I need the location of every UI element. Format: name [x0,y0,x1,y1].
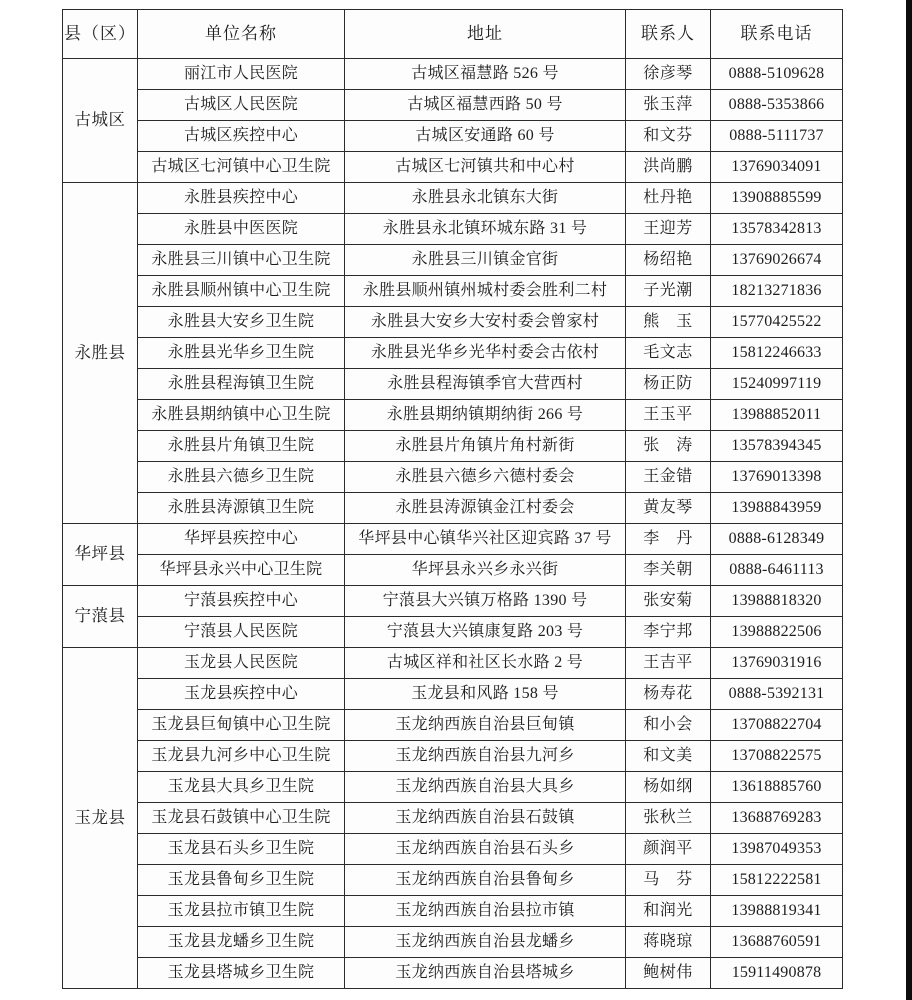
address-cell: 玉龙纳西族自治县拉市镇 [345,896,626,927]
contact-phone-cell: 0888-5353866 [711,90,843,121]
table-row [63,927,843,958]
contact-name-cell: 李宁邦 [626,617,711,648]
contact-phone-cell: 0888-6461113 [711,555,843,586]
table-row [63,834,843,865]
table-row [63,524,843,555]
table-row [63,493,843,524]
address-cell: 玉龙纳西族自治县九河乡 [345,741,626,772]
table-row [63,121,843,152]
table-row [63,462,843,493]
contact-phone-cell: 13769013398 [711,462,843,493]
address-cell: 玉龙纳西族自治县巨甸镇 [345,710,626,741]
address-cell: 古城区福慧路 526 号 [345,59,626,90]
address-cell: 玉龙纳西族自治县石鼓镇 [345,803,626,834]
unit-name-cell: 玉龙县大具乡卫生院 [138,772,345,803]
unit-name-cell: 永胜县中医医院 [138,214,345,245]
unit-name-cell: 永胜县疾控中心 [138,183,345,214]
contact-phone-cell: 13578342813 [711,214,843,245]
address-cell: 永胜县涛源镇金江村委会 [345,493,626,524]
address-cell: 永胜县程海镇季官大营西村 [345,369,626,400]
address-cell: 永胜县永北镇东大街 [345,183,626,214]
table-row [63,431,843,462]
header-row [63,10,843,59]
contact-phone-cell: 13769031916 [711,648,843,679]
contact-name-cell: 杨如纲 [626,772,711,803]
contact-name-cell: 杨绍艳 [626,245,711,276]
contact-phone-cell: 18213271836 [711,276,843,307]
table-row [63,648,843,679]
address-cell: 永胜县永北镇环城东路 31 号 [345,214,626,245]
table-row [63,586,843,617]
contact-name-cell: 蒋晓琼 [626,927,711,958]
contact-directory-table [62,9,842,989]
contact-phone-cell: 15911490878 [711,958,843,989]
address-cell: 宁蒗县大兴镇万格路 1390 号 [345,586,626,617]
unit-name-cell: 宁蒗县人民医院 [138,617,345,648]
unit-name-cell: 永胜县光华乡卫生院 [138,338,345,369]
address-cell: 永胜县光华乡光华村委会古依村 [345,338,626,369]
contact-name-cell: 颜润平 [626,834,711,865]
contact-name-cell: 和小会 [626,710,711,741]
contact-name-cell: 杜丹艳 [626,183,711,214]
unit-name-cell: 永胜县六德乡卫生院 [138,462,345,493]
table-row [63,90,843,121]
county-group-cell: 永胜县 [63,183,138,524]
column-header-phone: 联系电话 [711,10,843,59]
table-row [63,865,843,896]
contact-phone-cell: 15812222581 [711,865,843,896]
address-cell: 永胜县六德乡六德村委会 [345,462,626,493]
table-row [63,679,843,710]
contact-name-cell: 和文美 [626,741,711,772]
address-cell: 永胜县顺州镇州城村委会胜利二村 [345,276,626,307]
contact-name-cell: 子光潮 [626,276,711,307]
table [62,9,843,989]
unit-name-cell: 玉龙县石鼓镇中心卫生院 [138,803,345,834]
unit-name-cell: 永胜县程海镇卫生院 [138,369,345,400]
unit-name-cell: 玉龙县疾控中心 [138,679,345,710]
address-cell: 华坪县永兴乡永兴街 [345,555,626,586]
contact-name-cell: 张秋兰 [626,803,711,834]
contact-phone-cell: 13578394345 [711,431,843,462]
table-row [63,741,843,772]
contact-name-cell: 张安菊 [626,586,711,617]
contact-phone-cell: 13708822575 [711,741,843,772]
column-header-unit: 单位名称 [138,10,345,59]
contact-phone-cell: 13708822704 [711,710,843,741]
address-cell: 玉龙纳西族自治县鲁甸乡 [345,865,626,896]
unit-name-cell: 华坪县永兴中心卫生院 [138,555,345,586]
contact-phone-cell: 13769026674 [711,245,843,276]
table-row [63,276,843,307]
unit-name-cell: 华坪县疾控中心 [138,524,345,555]
unit-name-cell: 古城区疾控中心 [138,121,345,152]
table-row [63,772,843,803]
table-header [63,10,843,59]
contact-phone-cell: 0888-6128349 [711,524,843,555]
table-row [63,555,843,586]
column-header-contact: 联系人 [626,10,711,59]
address-cell: 古城区七河镇共和中心村 [345,152,626,183]
table-body [63,59,843,989]
contact-name-cell: 李 丹 [626,524,711,555]
unit-name-cell: 玉龙县石头乡卫生院 [138,834,345,865]
county-group-cell: 古城区 [63,59,138,183]
table-row [63,338,843,369]
address-cell: 宁蒗县大兴镇康复路 203 号 [345,617,626,648]
table-row [63,958,843,989]
address-cell: 玉龙纳西族自治县大具乡 [345,772,626,803]
table-row [63,710,843,741]
contact-phone-cell: 13987049353 [711,834,843,865]
contact-name-cell: 杨寿花 [626,679,711,710]
county-group-cell: 华坪县 [63,524,138,586]
table-row [63,369,843,400]
unit-name-cell: 玉龙县拉市镇卫生院 [138,896,345,927]
contact-name-cell: 和文芬 [626,121,711,152]
table-row [63,896,843,927]
contact-name-cell: 王迎芳 [626,214,711,245]
contact-phone-cell: 13988822506 [711,617,843,648]
unit-name-cell: 古城区七河镇中心卫生院 [138,152,345,183]
contact-name-cell: 毛文志 [626,338,711,369]
address-cell: 古城区福慧西路 50 号 [345,90,626,121]
unit-name-cell: 玉龙县巨甸镇中心卫生院 [138,710,345,741]
address-cell: 华坪县中心镇华兴社区迎宾路 37 号 [345,524,626,555]
unit-name-cell: 玉龙县龙蟠乡卫生院 [138,927,345,958]
table-row [63,183,843,214]
address-cell: 永胜县大安乡大安村委会曾家村 [345,307,626,338]
contact-name-cell: 杨正防 [626,369,711,400]
contact-phone-cell: 13988843959 [711,493,843,524]
unit-name-cell: 永胜县顺州镇中心卫生院 [138,276,345,307]
contact-phone-cell: 13988852011 [711,400,843,431]
table-row [63,307,843,338]
address-cell: 玉龙纳西族自治县石头乡 [345,834,626,865]
unit-name-cell: 永胜县期纳镇中心卫生院 [138,400,345,431]
contact-phone-cell: 0888-5111737 [711,121,843,152]
unit-name-cell: 古城区人民医院 [138,90,345,121]
contact-name-cell: 洪尚鹏 [626,152,711,183]
unit-name-cell: 永胜县大安乡卫生院 [138,307,345,338]
contact-phone-cell: 0888-5392131 [711,679,843,710]
contact-name-cell: 李关朝 [626,555,711,586]
contact-name-cell: 张 涛 [626,431,711,462]
table-row [63,245,843,276]
contact-phone-cell: 13688760591 [711,927,843,958]
contact-phone-cell: 13618885760 [711,772,843,803]
contact-phone-cell: 15240997119 [711,369,843,400]
contact-name-cell: 黄友琴 [626,493,711,524]
contact-name-cell: 徐彦琴 [626,59,711,90]
contact-phone-cell: 13769034091 [711,152,843,183]
address-cell: 玉龙纳西族自治县塔城乡 [345,958,626,989]
address-cell: 玉龙县和风路 158 号 [345,679,626,710]
unit-name-cell: 丽江市人民医院 [138,59,345,90]
county-group-cell: 宁蒗县 [63,586,138,648]
contact-name-cell: 鲍树伟 [626,958,711,989]
unit-name-cell: 永胜县三川镇中心卫生院 [138,245,345,276]
contact-phone-cell: 13988819341 [711,896,843,927]
address-cell: 古城区祥和社区长水路 2 号 [345,648,626,679]
contact-name-cell: 张玉萍 [626,90,711,121]
page-right-edge-strip [906,0,912,1000]
unit-name-cell: 宁蒗县疾控中心 [138,586,345,617]
table-row [63,59,843,90]
unit-name-cell: 永胜县片角镇卫生院 [138,431,345,462]
contact-phone-cell: 15770425522 [711,307,843,338]
contact-name-cell: 王金错 [626,462,711,493]
column-header-county: 县（区） [63,10,138,59]
address-cell: 永胜县期纳镇期纳街 266 号 [345,400,626,431]
contact-name-cell: 王玉平 [626,400,711,431]
table-row [63,803,843,834]
address-cell: 古城区安通路 60 号 [345,121,626,152]
contact-name-cell: 马 芬 [626,865,711,896]
unit-name-cell: 玉龙县塔城乡卫生院 [138,958,345,989]
county-group-cell: 玉龙县 [63,648,138,989]
table-row [63,617,843,648]
contact-phone-cell: 13908885599 [711,183,843,214]
address-cell: 玉龙纳西族自治县龙蟠乡 [345,927,626,958]
unit-name-cell: 玉龙县九河乡中心卫生院 [138,741,345,772]
contact-name-cell: 王吉平 [626,648,711,679]
contact-phone-cell: 13988818320 [711,586,843,617]
unit-name-cell: 永胜县涛源镇卫生院 [138,493,345,524]
contact-phone-cell: 0888-5109628 [711,59,843,90]
contact-phone-cell: 15812246633 [711,338,843,369]
unit-name-cell: 玉龙县鲁甸乡卫生院 [138,865,345,896]
contact-name-cell: 和润光 [626,896,711,927]
address-cell: 永胜县片角镇片角村新街 [345,431,626,462]
contact-name-cell: 熊 玉 [626,307,711,338]
column-header-address: 地址 [345,10,626,59]
contact-phone-cell: 13688769283 [711,803,843,834]
unit-name-cell: 玉龙县人民医院 [138,648,345,679]
table-row [63,214,843,245]
table-row [63,152,843,183]
table-row [63,400,843,431]
address-cell: 永胜县三川镇金官街 [345,245,626,276]
